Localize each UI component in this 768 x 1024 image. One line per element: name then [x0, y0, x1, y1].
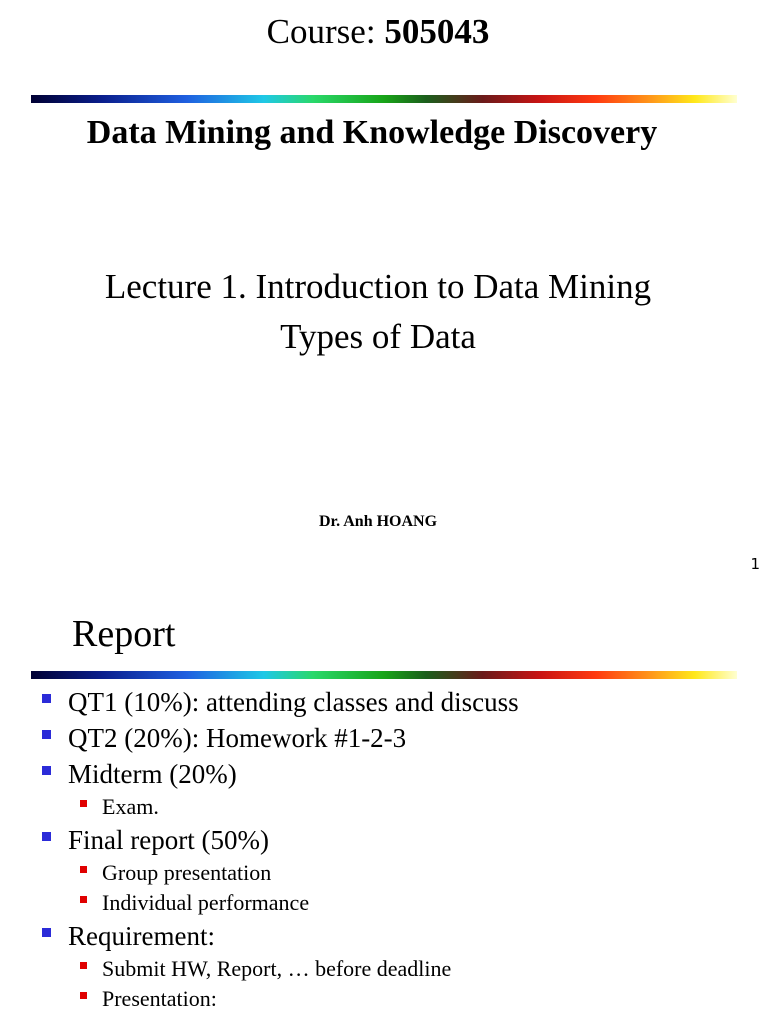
author-name: Dr. Anh HOANG	[318, 513, 438, 530]
sub-bullet-item	[38, 858, 758, 888]
course-code: 505043	[384, 12, 490, 51]
sub-bullet-item	[38, 954, 758, 984]
red-square-bullet-icon	[80, 866, 87, 873]
bullet-text: Final report (50%)	[68, 825, 269, 855]
rainbow-divider-report	[31, 671, 737, 679]
rainbow-divider-top	[31, 95, 737, 103]
sub-bullet-item	[38, 984, 758, 1014]
blue-square-bullet-icon	[42, 832, 51, 841]
bullet-item	[38, 756, 758, 792]
lecture-title-line2: Types of Data	[280, 317, 476, 356]
course-title: Data Mining and Knowledge Discovery	[86, 114, 658, 151]
blue-square-bullet-icon	[42, 928, 51, 937]
bullet-item	[38, 822, 758, 858]
sub-bullet-text: Individual performance	[102, 890, 310, 915]
red-square-bullet-icon	[80, 962, 87, 969]
report-bullet-list	[38, 684, 758, 1014]
blue-square-bullet-icon	[42, 694, 51, 703]
sub-bullet-text: Submit HW, Report, … before deadline	[102, 956, 452, 981]
sub-bullet-text: Exam.	[102, 794, 159, 819]
bullet-text: Requirement:	[68, 921, 215, 951]
sub-bullet-text: Presentation:	[102, 986, 217, 1011]
blue-square-bullet-icon	[42, 730, 51, 739]
bullet-item	[38, 918, 758, 954]
report-title: Report	[72, 613, 176, 655]
red-square-bullet-icon	[80, 992, 87, 999]
bullet-item	[38, 684, 758, 720]
bullet-text: Midterm (20%)	[68, 759, 237, 789]
lecture-title-line1: Lecture 1. Introduction to Data Mining	[104, 267, 652, 306]
bullet-item	[38, 720, 758, 756]
sub-bullet-item	[38, 888, 758, 918]
red-square-bullet-icon	[80, 896, 87, 903]
bullet-text: QT2 (20%): Homework #1-2-3	[68, 723, 407, 753]
lecture-title	[0, 262, 756, 362]
page-number: 1	[750, 555, 760, 573]
course-heading	[0, 10, 756, 54]
course-label: Course:	[266, 12, 376, 51]
blue-square-bullet-icon	[42, 766, 51, 775]
bullet-text: QT1 (10%): attending classes and discuss	[68, 687, 519, 717]
red-square-bullet-icon	[80, 800, 87, 807]
sub-bullet-item	[38, 792, 758, 822]
sub-bullet-text: Group presentation	[102, 860, 272, 885]
